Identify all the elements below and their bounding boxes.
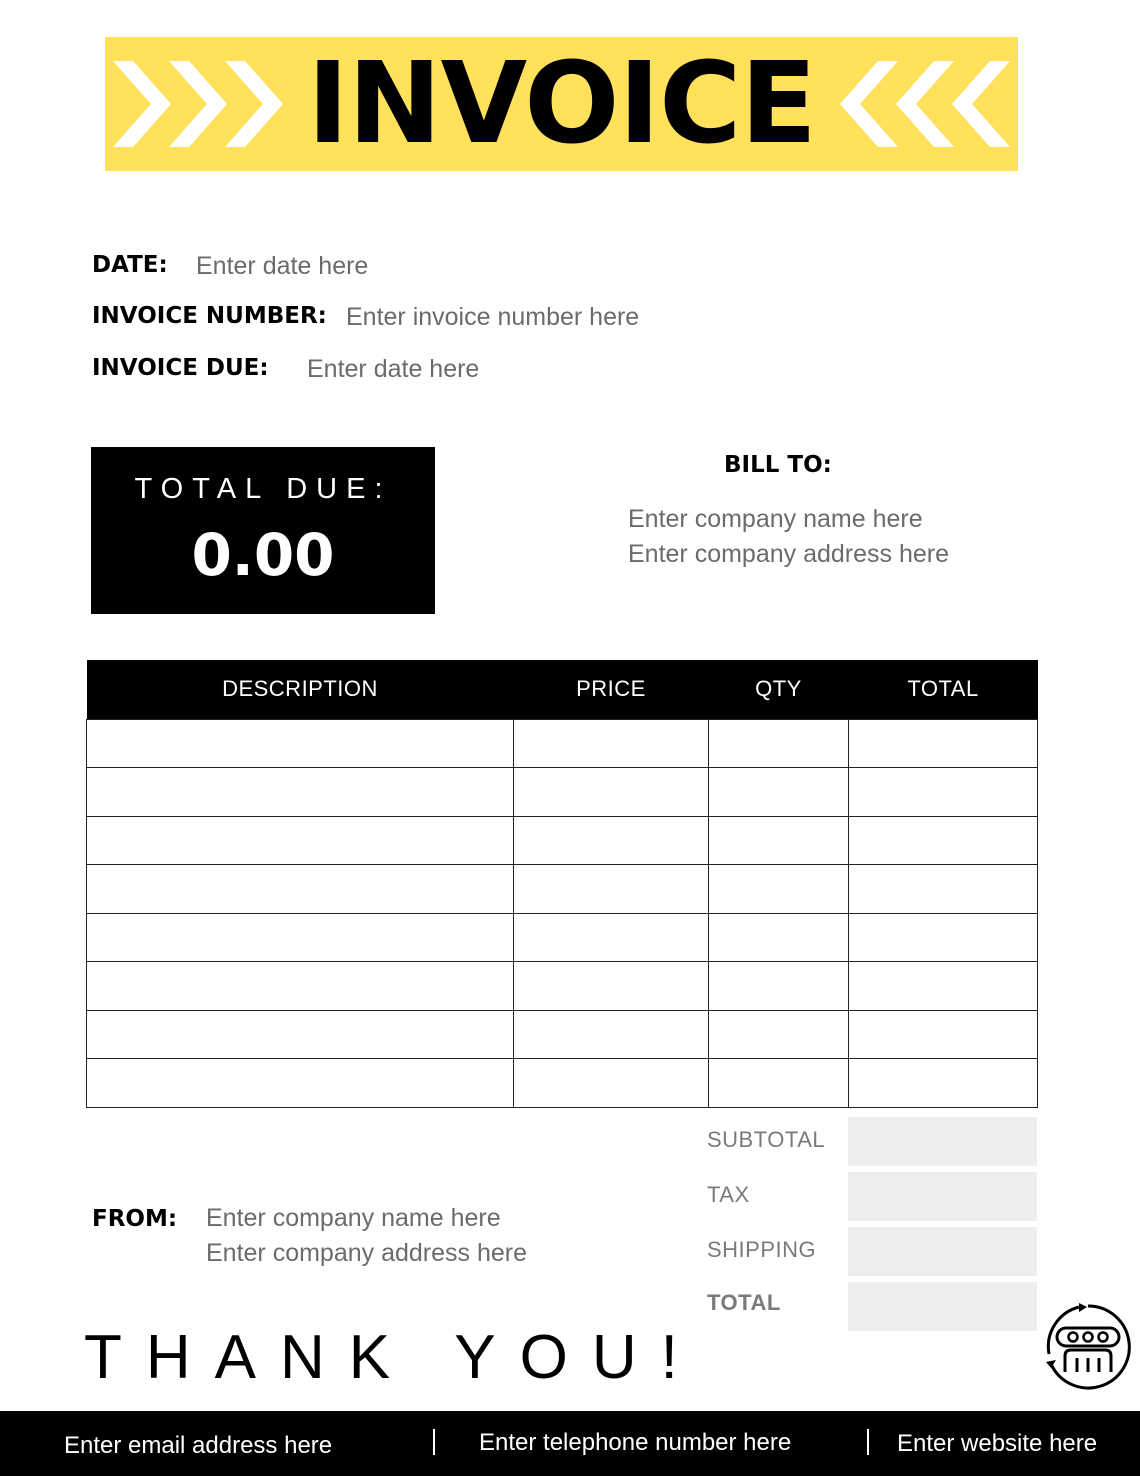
line-items-table — [86, 660, 1038, 1108]
grand-total-field[interactable] — [848, 1282, 1037, 1331]
qty-cell[interactable] — [709, 913, 849, 962]
table-row — [87, 1010, 1038, 1059]
price-cell[interactable] — [514, 768, 709, 817]
table-row — [87, 719, 1038, 768]
description-cell[interactable] — [87, 962, 514, 1011]
total-cell[interactable] — [849, 719, 1038, 768]
grand-total-label: TOTAL — [707, 1290, 781, 1315]
description-cell[interactable] — [87, 1059, 514, 1108]
footer-website[interactable]: Enter website here — [897, 1430, 1098, 1457]
thank-you-text: THANK YOU! — [84, 1323, 702, 1392]
price-cell[interactable] — [514, 1059, 709, 1108]
team-logo-icon — [1043, 1302, 1133, 1392]
column-header-qty: QTY — [709, 660, 849, 719]
qty-cell[interactable] — [709, 962, 849, 1011]
tax-field[interactable] — [848, 1172, 1037, 1221]
column-header-description: DESCRIPTION — [87, 660, 514, 719]
total-cell[interactable] — [849, 1059, 1038, 1108]
bill-to-label: BILL TO: — [724, 452, 832, 478]
invoice-number-field[interactable]: Enter invoice number here — [346, 303, 640, 331]
description-cell[interactable] — [87, 913, 514, 962]
invoice-due-field[interactable]: Enter date here — [307, 355, 480, 383]
price-cell[interactable] — [514, 816, 709, 865]
qty-cell[interactable] — [709, 719, 849, 768]
shipping-label: SHIPPING — [707, 1237, 817, 1262]
qty-cell[interactable] — [709, 865, 849, 914]
table-row — [87, 962, 1038, 1011]
qty-cell[interactable] — [709, 1059, 849, 1108]
price-cell[interactable] — [514, 913, 709, 962]
table-header-row — [87, 660, 1038, 719]
tax-label: TAX — [707, 1182, 750, 1207]
footer-telephone[interactable]: Enter telephone number here — [479, 1429, 792, 1456]
total-due-amount: 0.00 — [191, 521, 335, 589]
total-due-box — [91, 447, 435, 614]
from-label: FROM: — [92, 1206, 178, 1232]
footer-divider — [433, 1429, 435, 1455]
subtotal-field[interactable] — [848, 1117, 1037, 1166]
total-cell[interactable] — [849, 865, 1038, 914]
description-cell[interactable] — [87, 816, 514, 865]
column-header-total: TOTAL — [849, 660, 1038, 719]
invoice-banner — [105, 37, 1018, 171]
subtotal-label: SUBTOTAL — [707, 1127, 826, 1152]
date-label: DATE: — [92, 252, 168, 278]
price-cell[interactable] — [514, 719, 709, 768]
shipping-field[interactable] — [848, 1227, 1037, 1276]
footer-email[interactable]: Enter email address here — [64, 1432, 333, 1459]
table-row — [87, 1059, 1038, 1108]
date-field[interactable]: Enter date here — [196, 252, 369, 280]
qty-cell[interactable] — [709, 1010, 849, 1059]
description-cell[interactable] — [87, 1010, 514, 1059]
total-cell[interactable] — [849, 816, 1038, 865]
page-title: INVOICE — [307, 39, 816, 169]
table-row — [87, 768, 1038, 817]
qty-cell[interactable] — [709, 816, 849, 865]
bill-to-company-address[interactable]: Enter company address here — [628, 540, 950, 568]
table-row — [87, 816, 1038, 865]
price-cell[interactable] — [514, 1010, 709, 1059]
price-cell[interactable] — [514, 865, 709, 914]
table-row — [87, 913, 1038, 962]
total-cell[interactable] — [849, 1010, 1038, 1059]
total-cell[interactable] — [849, 913, 1038, 962]
table-row — [87, 865, 1038, 914]
column-header-price: PRICE — [514, 660, 709, 719]
price-cell[interactable] — [514, 962, 709, 1011]
total-cell[interactable] — [849, 962, 1038, 1011]
footer-divider — [867, 1429, 869, 1455]
from-company-address[interactable]: Enter company address here — [206, 1239, 528, 1267]
invoice-due-label: INVOICE DUE: — [92, 355, 269, 381]
description-cell[interactable] — [87, 865, 514, 914]
description-cell[interactable] — [87, 768, 514, 817]
from-company-name[interactable]: Enter company name here — [206, 1204, 501, 1232]
total-cell[interactable] — [849, 768, 1038, 817]
total-due-label: TOTAL DUE: — [134, 473, 392, 505]
bill-to-company-name[interactable]: Enter company name here — [628, 505, 923, 533]
description-cell[interactable] — [87, 719, 514, 768]
qty-cell[interactable] — [709, 768, 849, 817]
footer-bar — [0, 1411, 1140, 1476]
invoice-number-label: INVOICE NUMBER: — [92, 303, 327, 329]
